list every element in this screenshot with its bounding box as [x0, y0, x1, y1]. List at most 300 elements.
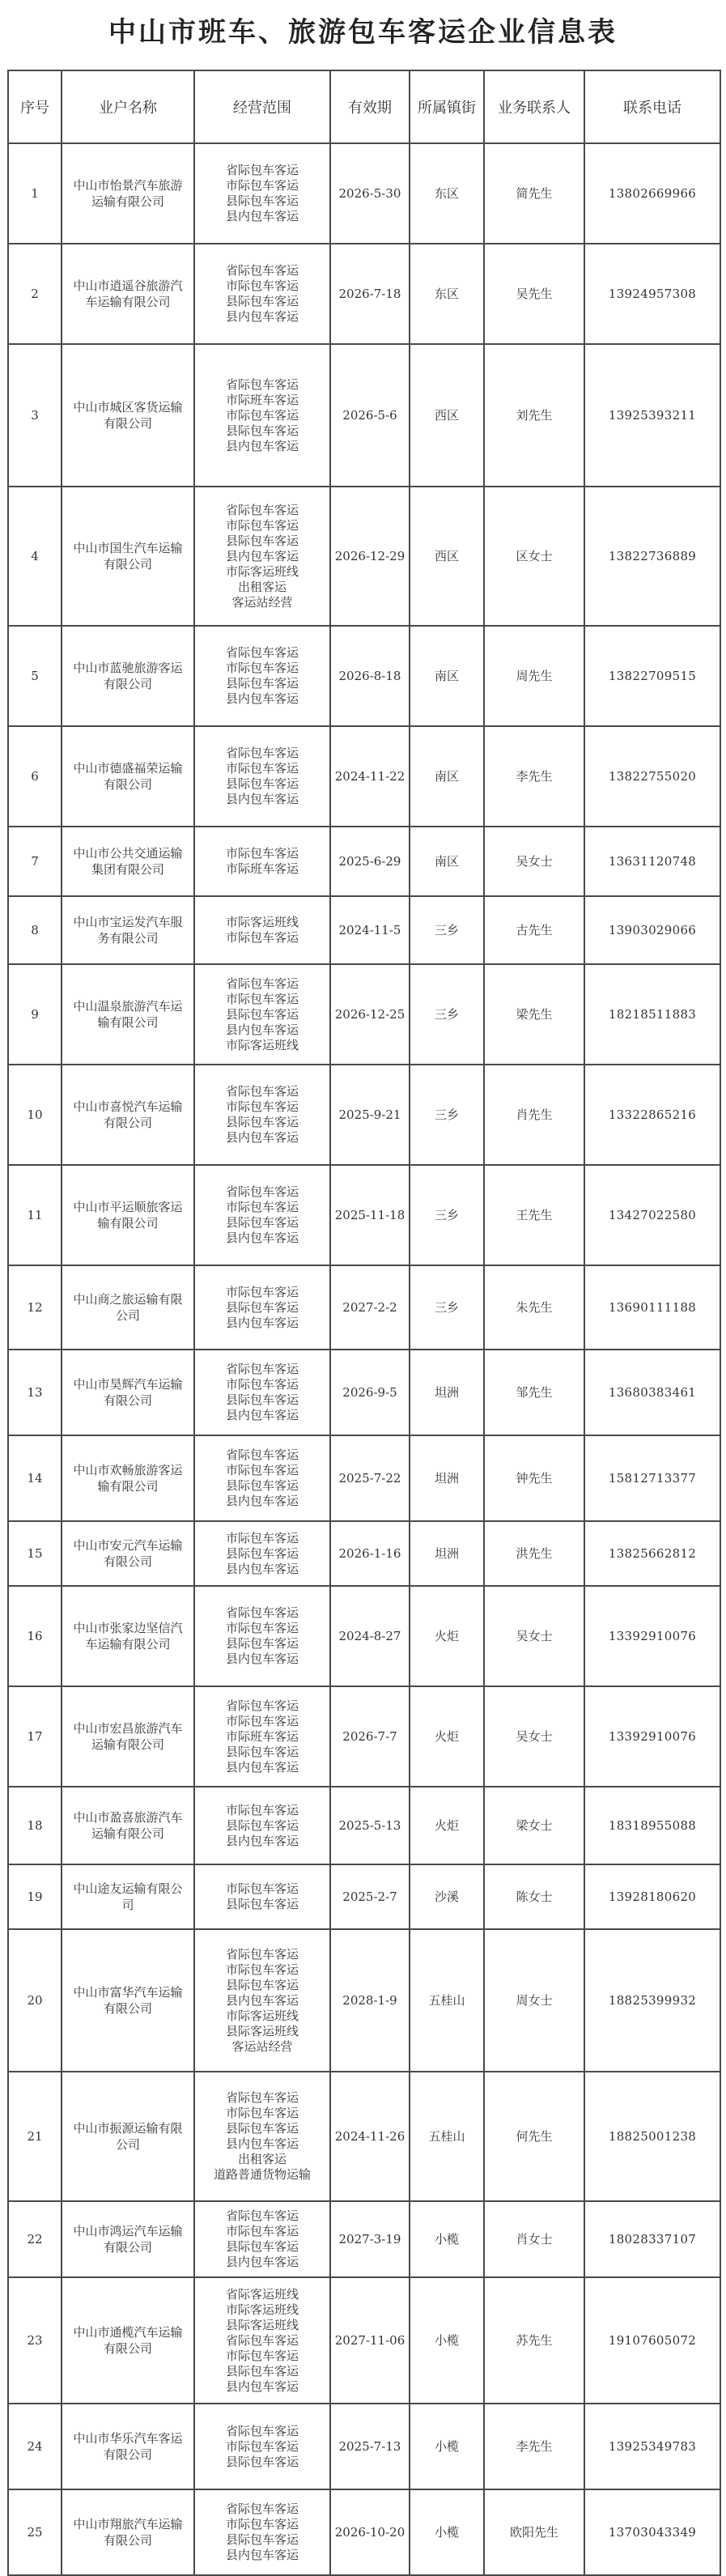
- company-name: 中山市宝运发汽车服务有限公司: [62, 896, 194, 964]
- row-index: 4: [8, 487, 62, 626]
- validity-date: 2025-9-21: [330, 1065, 410, 1165]
- scope-item: 市际客运班线: [225, 915, 299, 929]
- company-name: 中山市通榄汽车运输有限公司: [62, 2277, 194, 2404]
- phone-number: 18825001238: [584, 2072, 720, 2201]
- scope-item: 县内包车客运: [225, 1408, 299, 1422]
- phone-number: 13802669966: [584, 143, 720, 244]
- district: 三乡: [410, 896, 484, 964]
- header-index: 序号: [8, 70, 62, 143]
- scope-item: 县内包车客运: [225, 1231, 299, 1245]
- table-row: [8, 244, 720, 344]
- scope-item: 县内包车客运: [225, 1651, 299, 1666]
- table-row: [8, 2404, 720, 2489]
- scope-item: 市际包车客运: [225, 517, 299, 533]
- scope-item: 市际包车客运: [225, 2348, 299, 2363]
- contact-person: 欧阳先生: [484, 2489, 584, 2575]
- row-index: 9: [8, 964, 62, 1065]
- contact-person: 朱先生: [484, 1265, 584, 1350]
- company-name: 中山市安元汽车运输有限公司: [62, 1521, 194, 1586]
- contact-person: 钟先生: [484, 1435, 584, 1521]
- contact-person: 梁先生: [484, 964, 584, 1065]
- scope-item: 县际包车客运: [225, 2454, 299, 2469]
- scope-item: 市际包车客运: [225, 1284, 299, 1299]
- phone-number: 13427022580: [584, 1165, 720, 1265]
- row-index: 22: [8, 2201, 62, 2277]
- scope-item: 省际包车客运: [225, 2208, 299, 2223]
- validity-date: 2026-1-16: [330, 1521, 410, 1586]
- scope-item: 市际客运班线: [225, 563, 299, 579]
- contact-person: 梁女士: [484, 1787, 584, 1864]
- phone-number: 13822736889: [584, 487, 720, 626]
- scope-item: 道路普通货物运输: [213, 2167, 311, 2182]
- phone-number: 19107605072: [584, 2277, 720, 2404]
- district: 西区: [410, 487, 484, 626]
- contact-person: 苏先生: [484, 2277, 584, 2404]
- district: 东区: [410, 143, 484, 244]
- company-name: 中山市德盛福荣运输有限公司: [62, 726, 194, 827]
- scope-item: 县内包车客运: [225, 1992, 299, 2008]
- phone-number: 13825662812: [584, 1521, 720, 1586]
- scope-item: 省际包车客运: [225, 502, 299, 517]
- scope-item: 县际包车客运: [225, 1215, 299, 1230]
- district: 小榄: [410, 2277, 484, 2404]
- district: 三乡: [410, 1165, 484, 1265]
- contact-person: 吴女士: [484, 827, 584, 896]
- header-name: 业户名称: [62, 70, 194, 143]
- validity-date: 2026-8-18: [330, 626, 410, 726]
- business-scope: [194, 2489, 330, 2575]
- scope-item: 省际包车客运: [225, 2090, 299, 2105]
- scope-item: 县内包车客运: [225, 2378, 299, 2394]
- phone-number: 18218511883: [584, 964, 720, 1065]
- row-index: 21: [8, 2072, 62, 2201]
- table-row: [8, 726, 720, 827]
- validity-date: 2025-11-18: [330, 1165, 410, 1265]
- scope-item: 省际包车客运: [225, 1698, 299, 1713]
- scope-item: 市际包车客运: [225, 178, 299, 193]
- scope-item: 出租客运: [237, 2152, 287, 2166]
- business-scope: [194, 1265, 330, 1350]
- contact-person: 吴女士: [484, 1686, 584, 1787]
- row-index: 15: [8, 1521, 62, 1586]
- scope-item: 市际包车客运: [225, 2517, 299, 2531]
- scope-item: 市际包车客运: [225, 1713, 299, 1728]
- validity-date: 2026-12-29: [330, 487, 410, 626]
- phone-number: 13392910076: [584, 1586, 720, 1686]
- table-row: [8, 1864, 720, 1929]
- validity-date: 2027-11-06: [330, 2277, 410, 2404]
- table-row: [8, 2201, 720, 2277]
- phone-number: 18825399932: [584, 1929, 720, 2072]
- contact-person: 肖先生: [484, 1065, 584, 1165]
- contact-person: 邹先生: [484, 1350, 584, 1435]
- header-scope: 经营范围: [194, 70, 330, 143]
- district: 南区: [410, 827, 484, 896]
- business-scope: [194, 344, 330, 487]
- business-scope: [194, 1586, 330, 1686]
- scope-item: 市际包车客运: [225, 2438, 299, 2454]
- phone-number: 13703043349: [584, 2489, 720, 2575]
- scope-item: 市际包车客运: [225, 1962, 299, 1977]
- phone-number: 13822755020: [584, 726, 720, 827]
- table-row: [8, 344, 720, 487]
- scope-item: 县内包车客运: [225, 548, 299, 563]
- validity-date: 2027-3-19: [330, 2201, 410, 2277]
- scope-item: 县内包车客运: [225, 792, 299, 806]
- table-row: [8, 964, 720, 1065]
- contact-person: 吴女士: [484, 1586, 584, 1686]
- table-row: [8, 1686, 720, 1787]
- header-phone: 联系电话: [584, 70, 720, 143]
- row-index: 20: [8, 1929, 62, 2072]
- district: 南区: [410, 626, 484, 726]
- scope-item: 市际包车客运: [225, 1377, 299, 1392]
- company-name: 中山市公共交通运输集团有限公司: [62, 827, 194, 896]
- company-name: 中山市张家边坚信汽车运输有限公司: [62, 1586, 194, 1686]
- scope-item: 县际包车客运: [225, 776, 299, 791]
- scope-item: 县内包车客运: [225, 309, 299, 324]
- scope-item: 县内包车客运: [225, 691, 299, 706]
- scope-item: 县际包车客运: [225, 1299, 299, 1315]
- company-name: 中山市逍遥谷旅游汽车运输有限公司: [62, 244, 194, 344]
- phone-number: 13924957308: [584, 244, 720, 344]
- company-name: 中山市喜悦汽车运输有限公司: [62, 1065, 194, 1165]
- row-index: 5: [8, 626, 62, 726]
- table-header-row: [8, 70, 720, 143]
- scope-item: 市际包车客运: [225, 1530, 299, 1545]
- company-name: 中山市蓝驰旅游客运有限公司: [62, 626, 194, 726]
- scope-item: 市际包车客运: [225, 278, 299, 293]
- validity-date: 2026-7-18: [330, 244, 410, 344]
- contact-person: 刘先生: [484, 344, 584, 487]
- contact-person: 周女士: [484, 1929, 584, 2072]
- table-row: [8, 487, 720, 626]
- row-index: 18: [8, 1787, 62, 1864]
- company-name: 中山市国生汽车运输有限公司: [62, 487, 194, 626]
- scope-item: 县际包车客运: [225, 1392, 299, 1407]
- scope-item: 县际包车客运: [225, 1115, 299, 1129]
- table-row: [8, 1065, 720, 1165]
- business-scope: [194, 964, 330, 1065]
- scope-item: 市际包车客运: [225, 846, 299, 861]
- row-index: 2: [8, 244, 62, 344]
- scope-item: 县内包车客运: [225, 209, 299, 223]
- phone-number: 13690111188: [584, 1265, 720, 1350]
- company-name: 中山市欢畅旅游客运输有限公司: [62, 1435, 194, 1521]
- scope-item: 县际客运班线: [225, 2317, 299, 2332]
- scope-item: 县际包车客运: [225, 1478, 299, 1493]
- scope-item: 市际客运班线: [225, 2302, 299, 2317]
- phone-number: 15812713377: [584, 1435, 720, 1521]
- company-name: 中山市盈喜旅游汽车运输有限公司: [62, 1787, 194, 1864]
- scope-item: 市际班车客运: [225, 392, 299, 407]
- table-row: [8, 896, 720, 964]
- validity-date: 2025-6-29: [330, 827, 410, 896]
- scope-item: 市际包车客运: [225, 2224, 299, 2238]
- page-title: 中山市班车、旅游包车客运企业信息表: [108, 16, 618, 49]
- scope-item: 市际包车客运: [225, 1802, 299, 1817]
- validity-date: 2027-2-2: [330, 1265, 410, 1350]
- validity-date: 2024-11-26: [330, 2072, 410, 2201]
- scope-item: 县内包车客运: [225, 1759, 299, 1775]
- scope-item: 省际包车客运: [225, 1605, 299, 1620]
- business-scope: [194, 2201, 330, 2277]
- contact-person: 肖女士: [484, 2201, 584, 2277]
- table-row: [8, 2277, 720, 2404]
- contact-person: 王先生: [484, 1165, 584, 1265]
- scope-item: 市际包车客运: [225, 930, 299, 945]
- scope-item: 县际包车客运: [225, 2121, 299, 2136]
- district: 五桂山: [410, 1929, 484, 2072]
- business-scope: [194, 1165, 330, 1265]
- table-row: [8, 1435, 720, 1521]
- row-index: 1: [8, 143, 62, 244]
- scope-item: 县际包车客运: [225, 1977, 299, 1992]
- table-row: [8, 143, 720, 244]
- district: 三乡: [410, 1065, 484, 1165]
- validity-date: 2028-1-9: [330, 1929, 410, 2072]
- scope-item: 县内包车客运: [225, 438, 299, 453]
- scope-item: 县内包车客运: [225, 1130, 299, 1145]
- scope-item: 市际包车客运: [225, 1621, 299, 1635]
- validity-date: 2024-8-27: [330, 1586, 410, 1686]
- scope-item: 市际包车客运: [225, 2106, 299, 2120]
- phone-number: 13903029066: [584, 896, 720, 964]
- row-index: 12: [8, 1265, 62, 1350]
- validity-date: 2025-7-13: [330, 2404, 410, 2489]
- scope-item: 县内包车客运: [225, 2255, 299, 2269]
- district: 火炬: [410, 1586, 484, 1686]
- business-scope: [194, 1686, 330, 1787]
- business-scope: [194, 1065, 330, 1165]
- scope-item: 市际班车客运: [225, 861, 299, 876]
- scope-item: 县内包车客运: [225, 1561, 299, 1576]
- company-name: 中山市平运顺旅客运输有限公司: [62, 1165, 194, 1265]
- scope-item: 市际包车客运: [225, 407, 299, 423]
- table-row: [8, 2072, 720, 2201]
- contact-person: 简先生: [484, 143, 584, 244]
- phone-number: 13631120748: [584, 827, 720, 896]
- row-index: 7: [8, 827, 62, 896]
- validity-date: 2026-9-5: [330, 1350, 410, 1435]
- company-name: 中山市振源运输有限公司: [62, 2072, 194, 2201]
- row-index: 8: [8, 896, 62, 964]
- company-name: 中山市鸿运汽车运输有限公司: [62, 2201, 194, 2277]
- validity-date: 2025-5-13: [330, 1787, 410, 1864]
- district: 沙溪: [410, 1864, 484, 1929]
- company-name: 中山市华乐汽车客运有限公司: [62, 2404, 194, 2489]
- district: 坦洲: [410, 1521, 484, 1586]
- row-index: 14: [8, 1435, 62, 1521]
- district: 西区: [410, 344, 484, 487]
- validity-date: 2026-12-25: [330, 964, 410, 1065]
- validity-date: 2024-11-22: [330, 726, 410, 827]
- scope-item: 县际包车客运: [225, 2239, 299, 2254]
- scope-item: 省际包车客运: [225, 746, 299, 760]
- business-scope: [194, 1929, 330, 2072]
- business-scope: [194, 1521, 330, 1586]
- business-scope: [194, 487, 330, 626]
- scope-item: 市际包车客运: [225, 1881, 299, 1896]
- scope-item: 县际包车客运: [225, 1636, 299, 1651]
- district: 小榄: [410, 2201, 484, 2277]
- validity-date: 2026-5-6: [330, 344, 410, 487]
- scope-item: 市际客运班线: [225, 1037, 299, 1052]
- contact-person: 区女士: [484, 487, 584, 626]
- phone-number: 18318955088: [584, 1787, 720, 1864]
- business-scope: [194, 143, 330, 244]
- scope-item: 省际包车客运: [225, 1447, 299, 1462]
- scope-item: 省际包车客运: [225, 2332, 299, 2348]
- company-name: 中山途友运输有限公司: [62, 1864, 194, 1929]
- business-scope: [194, 2277, 330, 2404]
- table-row: [8, 1929, 720, 2072]
- district: 东区: [410, 244, 484, 344]
- scope-item: 省际包车客运: [225, 645, 299, 660]
- business-scope: [194, 2072, 330, 2201]
- row-index: 24: [8, 2404, 62, 2489]
- scope-item: 县际包车客运: [225, 1006, 299, 1022]
- scope-item: 县际包车客运: [225, 2363, 299, 2378]
- scope-item: 市际包车客运: [225, 661, 299, 675]
- district: 火炬: [410, 1686, 484, 1787]
- company-name: 中山商之旅运输有限公司: [62, 1265, 194, 1350]
- scope-item: 市际包车客运: [225, 991, 299, 1006]
- table-row: [8, 1265, 720, 1350]
- business-scope: [194, 2404, 330, 2489]
- scope-item: 市际包车客运: [225, 1463, 299, 1477]
- row-index: 11: [8, 1165, 62, 1265]
- validity-date: 2026-7-7: [330, 1686, 410, 1787]
- row-index: 10: [8, 1065, 62, 1165]
- contact-person: 何先生: [484, 2072, 584, 2201]
- scope-item: 市际客运班线: [225, 2008, 299, 2023]
- business-scope: [194, 726, 330, 827]
- business-scope: [194, 896, 330, 964]
- row-index: 19: [8, 1864, 62, 1929]
- company-name: 中山温泉旅游汽车运输有限公司: [62, 964, 194, 1065]
- table-row: [8, 1521, 720, 1586]
- business-scope: [194, 1435, 330, 1521]
- district: 南区: [410, 726, 484, 827]
- table-row: [8, 1787, 720, 1864]
- district: 坦洲: [410, 1435, 484, 1521]
- scope-item: 省际包车客运: [225, 1184, 299, 1199]
- table-row: [8, 1350, 720, 1435]
- district: 坦洲: [410, 1350, 484, 1435]
- scope-item: 县内包车客运: [225, 1022, 299, 1037]
- contact-person: 吴先生: [484, 244, 584, 344]
- district: 小榄: [410, 2489, 484, 2575]
- scope-item: 省际包车客运: [225, 376, 299, 392]
- scope-item: 出租客运: [237, 579, 287, 594]
- table-row: [8, 2489, 720, 2575]
- company-name: 中山市翔旅汽车运输有限公司: [62, 2489, 194, 2575]
- district: 五桂山: [410, 2072, 484, 2201]
- scope-item: 县际包车客运: [225, 2532, 299, 2547]
- scope-item: 县际包车客运: [225, 294, 299, 308]
- scope-item: 省际包车客运: [225, 263, 299, 278]
- scope-item: 县内包车客运: [225, 2136, 299, 2151]
- row-index: 25: [8, 2489, 62, 2575]
- business-scope: [194, 827, 330, 896]
- validity-date: 2025-7-22: [330, 1435, 410, 1521]
- company-name: 中山市怡景汽车旅游运输有限公司: [62, 143, 194, 244]
- enterprise-table: [7, 70, 721, 2576]
- phone-number: 13925393211: [584, 344, 720, 487]
- scope-item: 市际包车客运: [225, 1099, 299, 1114]
- scope-item: 省际包车客运: [225, 2423, 299, 2438]
- row-index: 13: [8, 1350, 62, 1435]
- contact-person: 洪先生: [484, 1521, 584, 1586]
- scope-item: 客运站经营: [231, 594, 293, 610]
- company-name: 中山市昊辉汽车运输有限公司: [62, 1350, 194, 1435]
- company-name: 中山市城区客货运输有限公司: [62, 344, 194, 487]
- row-index: 16: [8, 1586, 62, 1686]
- scope-item: 县际包车客运: [225, 1817, 299, 1833]
- phone-number: 18028337107: [584, 2201, 720, 2277]
- validity-date: 2026-10-20: [330, 2489, 410, 2575]
- phone-number: 13928180620: [584, 1864, 720, 1929]
- table-row: [8, 626, 720, 726]
- validity-date: 2025-2-7: [330, 1864, 410, 1929]
- phone-number: 13925349783: [584, 2404, 720, 2489]
- business-scope: [194, 1350, 330, 1435]
- business-scope: [194, 626, 330, 726]
- table-row: [8, 1165, 720, 1265]
- header-district: 所属镇街: [410, 70, 484, 143]
- validity-date: 2026-5-30: [330, 143, 410, 244]
- business-scope: [194, 244, 330, 344]
- scope-item: 县际包车客运: [225, 533, 299, 548]
- row-index: 6: [8, 726, 62, 827]
- scope-item: 省际包车客运: [225, 163, 299, 177]
- scope-item: 市际包车客运: [225, 761, 299, 776]
- header-validity: 有效期: [330, 70, 410, 143]
- scope-item: 县际包车客运: [225, 193, 299, 208]
- district: 小榄: [410, 2404, 484, 2489]
- row-index: 23: [8, 2277, 62, 2404]
- scope-item: 县内包车客运: [225, 2548, 299, 2562]
- contact-person: 古先生: [484, 896, 584, 964]
- table-row: [8, 827, 720, 896]
- scope-item: 省际客运班线: [225, 2286, 299, 2302]
- row-index: 17: [8, 1686, 62, 1787]
- business-scope: [194, 1787, 330, 1864]
- scope-item: 客运站经营: [231, 2038, 293, 2054]
- scope-item: 省际包车客运: [225, 976, 299, 991]
- contact-person: 周先生: [484, 626, 584, 726]
- scope-item: 县际包车客运: [225, 1744, 299, 1759]
- scope-item: 市际包车客运: [225, 1200, 299, 1214]
- scope-item: 省际包车客运: [225, 1084, 299, 1099]
- validity-date: 2024-11-5: [330, 896, 410, 964]
- phone-number: 13322865216: [584, 1065, 720, 1165]
- header-contact: 业务联系人: [484, 70, 584, 143]
- scope-item: 县际包车客运: [225, 1545, 299, 1561]
- scope-item: 县内包车客运: [225, 1315, 299, 1330]
- scope-item: 县际包车客运: [225, 423, 299, 438]
- scope-item: 省际包车客运: [225, 1946, 299, 1962]
- scope-item: 县内包车客运: [225, 1833, 299, 1848]
- phone-number: 13822709515: [584, 626, 720, 726]
- row-index: 3: [8, 344, 62, 487]
- phone-number: 13680383461: [584, 1350, 720, 1435]
- district: 三乡: [410, 964, 484, 1065]
- scope-item: 县际包车客运: [225, 676, 299, 691]
- scope-item: 省际包车客运: [225, 2502, 299, 2516]
- district: 火炬: [410, 1787, 484, 1864]
